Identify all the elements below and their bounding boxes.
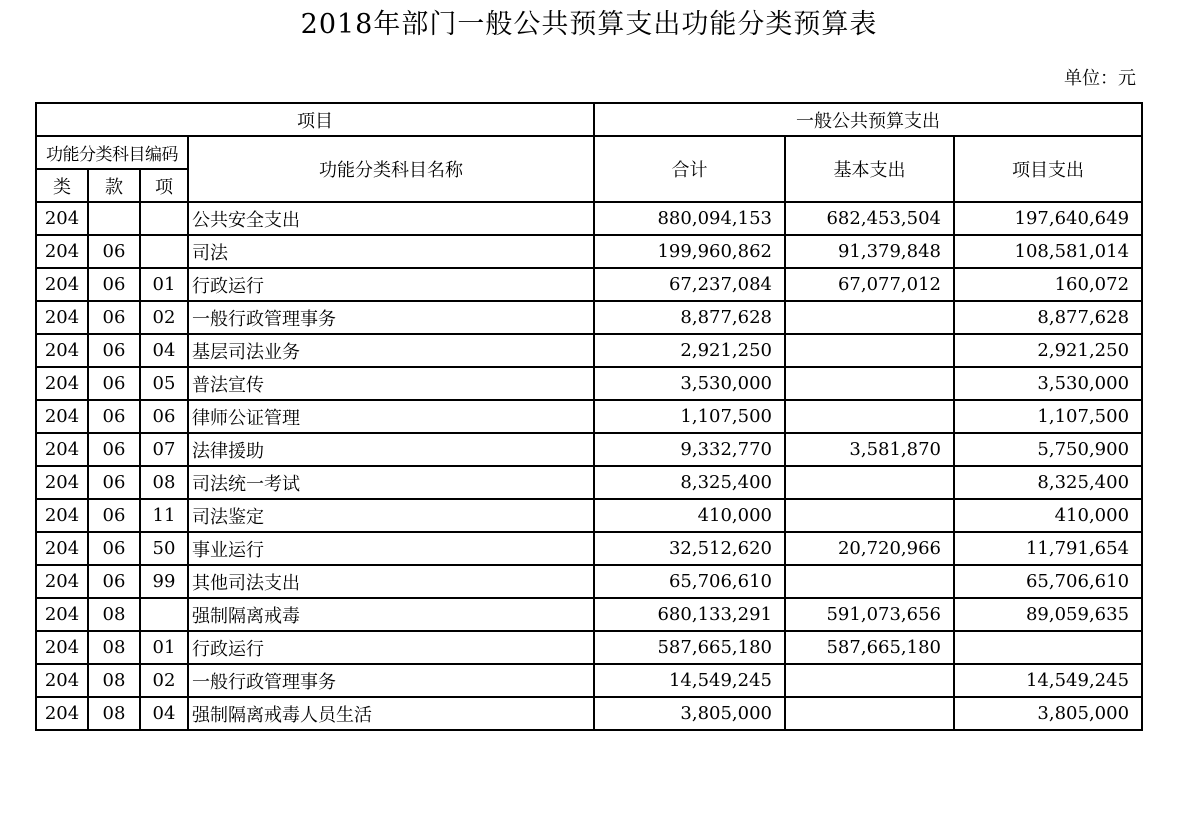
- cell-lei: 204: [36, 664, 88, 697]
- cell-lei: 204: [36, 499, 88, 532]
- cell-xiang: 01: [140, 631, 188, 664]
- cell-total: 410,000: [594, 499, 785, 532]
- cell-lei: 204: [36, 400, 88, 433]
- cell-subject-name: 强制隔离戒毒人员生活: [188, 697, 594, 730]
- header-project-expenditure: 项目支出: [954, 136, 1142, 202]
- table-header: [36, 103, 1142, 202]
- cell-total: 587,665,180: [594, 631, 785, 664]
- cell-project-expenditure: 1,107,500: [954, 400, 1142, 433]
- cell-xiang: 02: [140, 301, 188, 334]
- cell-kuan: 06: [88, 334, 140, 367]
- document-title: 2018年部门一般公共预算支出功能分类预算表: [300, 9, 878, 40]
- cell-subject-name: 一般行政管理事务: [188, 664, 594, 697]
- cell-project-expenditure: 8,877,628: [954, 301, 1142, 334]
- cell-basic-expenditure: 20,720,966: [785, 532, 954, 565]
- cell-kuan: 08: [88, 598, 140, 631]
- cell-project-expenditure: 14,549,245: [954, 664, 1142, 697]
- cell-subject-name: 法律援助: [188, 433, 594, 466]
- cell-total: 880,094,153: [594, 202, 785, 235]
- cell-basic-expenditure: [785, 499, 954, 532]
- cell-subject-name: 普法宣传: [188, 367, 594, 400]
- cell-basic-expenditure: [785, 367, 954, 400]
- budget-table: [35, 102, 1143, 731]
- cell-kuan: [88, 202, 140, 235]
- cell-basic-expenditure: [785, 664, 954, 697]
- header-total: 合计: [594, 136, 785, 202]
- cell-kuan: 06: [88, 235, 140, 268]
- cell-project-expenditure: [954, 631, 1142, 664]
- cell-lei: 204: [36, 631, 88, 664]
- table-row: [36, 697, 1142, 730]
- cell-total: 8,325,400: [594, 466, 785, 499]
- cell-subject-name: 行政运行: [188, 268, 594, 301]
- cell-project-expenditure: 108,581,014: [954, 235, 1142, 268]
- cell-xiang: 06: [140, 400, 188, 433]
- table-row: [36, 268, 1142, 301]
- cell-total: 8,877,628: [594, 301, 785, 334]
- cell-subject-name: 司法: [188, 235, 594, 268]
- cell-total: 9,332,770: [594, 433, 785, 466]
- cell-project-expenditure: 197,640,649: [954, 202, 1142, 235]
- table-body: [36, 202, 1142, 730]
- cell-total: 680,133,291: [594, 598, 785, 631]
- cell-xiang: 07: [140, 433, 188, 466]
- cell-kuan: 06: [88, 466, 140, 499]
- table-row: [36, 433, 1142, 466]
- cell-total: 67,237,084: [594, 268, 785, 301]
- cell-total: 2,921,250: [594, 334, 785, 367]
- table-row: [36, 400, 1142, 433]
- cell-project-expenditure: 3,805,000: [954, 697, 1142, 730]
- table-row: [36, 235, 1142, 268]
- header-kuan: 款: [88, 169, 140, 202]
- cell-lei: 204: [36, 235, 88, 268]
- cell-lei: 204: [36, 433, 88, 466]
- table-row: [36, 532, 1142, 565]
- header-general-budget: 一般公共预算支出: [594, 103, 1142, 136]
- cell-basic-expenditure: 91,379,848: [785, 235, 954, 268]
- cell-project-expenditure: 410,000: [954, 499, 1142, 532]
- table-row: [36, 334, 1142, 367]
- cell-total: 199,960,862: [594, 235, 785, 268]
- header-code-group: 功能分类科目编码: [36, 136, 188, 169]
- cell-kuan: 06: [88, 400, 140, 433]
- cell-kuan: 06: [88, 268, 140, 301]
- table-row: [36, 301, 1142, 334]
- cell-lei: 204: [36, 334, 88, 367]
- cell-lei: 204: [36, 532, 88, 565]
- cell-xiang: [140, 598, 188, 631]
- cell-kuan: 06: [88, 532, 140, 565]
- cell-xiang: 02: [140, 664, 188, 697]
- cell-lei: 204: [36, 301, 88, 334]
- table-row: [36, 367, 1142, 400]
- cell-project-expenditure: 11,791,654: [954, 532, 1142, 565]
- cell-subject-name: 公共安全支出: [188, 202, 594, 235]
- cell-subject-name: 强制隔离戒毒: [188, 598, 594, 631]
- cell-lei: 204: [36, 697, 88, 730]
- cell-kuan: 06: [88, 367, 140, 400]
- cell-xiang: 11: [140, 499, 188, 532]
- cell-basic-expenditure: 3,581,870: [785, 433, 954, 466]
- cell-total: 3,530,000: [594, 367, 785, 400]
- cell-lei: 204: [36, 268, 88, 301]
- header-xiang: 项: [140, 169, 188, 202]
- cell-xiang: 04: [140, 697, 188, 730]
- cell-basic-expenditure: [785, 565, 954, 598]
- cell-lei: 204: [36, 367, 88, 400]
- cell-subject-name: 基层司法业务: [188, 334, 594, 367]
- cell-subject-name: 其他司法支出: [188, 565, 594, 598]
- table-row: [36, 631, 1142, 664]
- cell-xiang: 01: [140, 268, 188, 301]
- table-row: [36, 499, 1142, 532]
- cell-subject-name: 律师公证管理: [188, 400, 594, 433]
- cell-basic-expenditure: [785, 400, 954, 433]
- cell-kuan: 06: [88, 499, 140, 532]
- cell-kuan: 06: [88, 565, 140, 598]
- header-basic-expenditure: 基本支出: [785, 136, 954, 202]
- table-row: [36, 466, 1142, 499]
- cell-basic-expenditure: 591,073,656: [785, 598, 954, 631]
- cell-basic-expenditure: 587,665,180: [785, 631, 954, 664]
- cell-xiang: 08: [140, 466, 188, 499]
- cell-subject-name: 司法统一考试: [188, 466, 594, 499]
- cell-xiang: [140, 235, 188, 268]
- cell-project-expenditure: 89,059,635: [954, 598, 1142, 631]
- cell-xiang: [140, 202, 188, 235]
- cell-subject-name: 事业运行: [188, 532, 594, 565]
- cell-project-expenditure: 160,072: [954, 268, 1142, 301]
- cell-lei: 204: [36, 598, 88, 631]
- cell-kuan: 08: [88, 664, 140, 697]
- header-row-2: [36, 136, 1142, 169]
- table-row: [36, 664, 1142, 697]
- cell-basic-expenditure: 67,077,012: [785, 268, 954, 301]
- cell-lei: 204: [36, 466, 88, 499]
- cell-xiang: 99: [140, 565, 188, 598]
- table-row: [36, 598, 1142, 631]
- cell-subject-name: 司法鉴定: [188, 499, 594, 532]
- cell-basic-expenditure: [785, 301, 954, 334]
- cell-total: 32,512,620: [594, 532, 785, 565]
- cell-kuan: 08: [88, 697, 140, 730]
- cell-xiang: 50: [140, 532, 188, 565]
- cell-project-expenditure: 65,706,610: [954, 565, 1142, 598]
- cell-project-expenditure: 3,530,000: [954, 367, 1142, 400]
- table-row: [36, 202, 1142, 235]
- table-row: [36, 565, 1142, 598]
- cell-basic-expenditure: [785, 334, 954, 367]
- cell-kuan: 06: [88, 301, 140, 334]
- cell-total: 1,107,500: [594, 400, 785, 433]
- cell-project-expenditure: 8,325,400: [954, 466, 1142, 499]
- cell-subject-name: 一般行政管理事务: [188, 301, 594, 334]
- cell-total: 3,805,000: [594, 697, 785, 730]
- header-subject-name: 功能分类科目名称: [188, 136, 594, 202]
- cell-subject-name: 行政运行: [188, 631, 594, 664]
- cell-total: 65,706,610: [594, 565, 785, 598]
- header-project: 项目: [36, 103, 594, 136]
- cell-xiang: 05: [140, 367, 188, 400]
- cell-kuan: 06: [88, 433, 140, 466]
- cell-project-expenditure: 5,750,900: [954, 433, 1142, 466]
- header-lei: 类: [36, 169, 88, 202]
- cell-kuan: 08: [88, 631, 140, 664]
- cell-project-expenditure: 2,921,250: [954, 334, 1142, 367]
- cell-total: 14,549,245: [594, 664, 785, 697]
- cell-xiang: 04: [140, 334, 188, 367]
- cell-lei: 204: [36, 202, 88, 235]
- header-row-1: [36, 103, 1142, 136]
- cell-lei: 204: [36, 565, 88, 598]
- cell-basic-expenditure: 682,453,504: [785, 202, 954, 235]
- cell-basic-expenditure: [785, 466, 954, 499]
- cell-basic-expenditure: [785, 697, 954, 730]
- unit-label: 单位：元: [1064, 68, 1136, 89]
